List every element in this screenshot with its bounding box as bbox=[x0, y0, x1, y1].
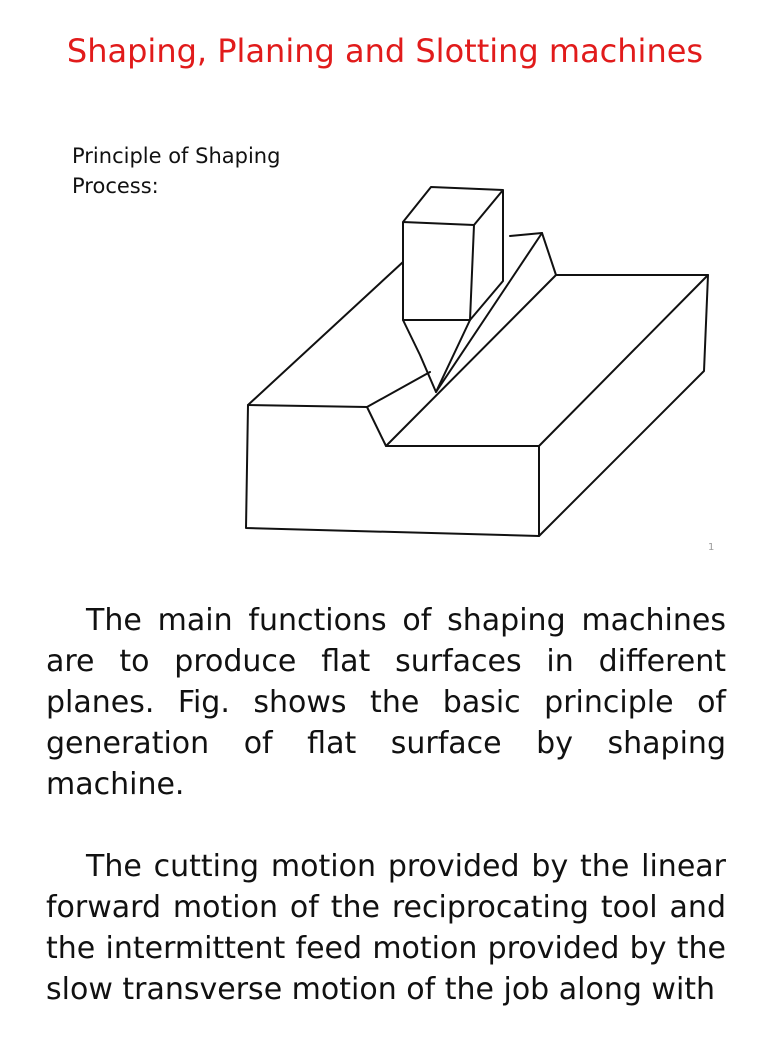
workpiece-side-face bbox=[539, 275, 708, 536]
slide-subtitle: Principle of Shaping Process: bbox=[72, 144, 281, 198]
tool-shank bbox=[403, 187, 503, 320]
shaping-process-figure bbox=[236, 180, 716, 540]
workpiece-top-surface bbox=[248, 233, 708, 446]
slide-title: Shaping, Planing and Slotting machines bbox=[66, 32, 704, 70]
slide-number: 1 bbox=[708, 542, 715, 553]
body-text bbox=[46, 600, 726, 1051]
body-paragraph-1: The main functions of shaping machines are to produce flat surfaces in different planes. Fig. shows the basic principle of generation of flat surface by shaping machine. bbox=[46, 603, 726, 802]
body-paragraph-2: The cutting motion provided by the linear forward motion of the reciprocating tool and the intermittent feed motion provided by the slow transverse motion of the job along with bbox=[46, 849, 726, 1007]
workpiece-front-face bbox=[246, 405, 539, 536]
